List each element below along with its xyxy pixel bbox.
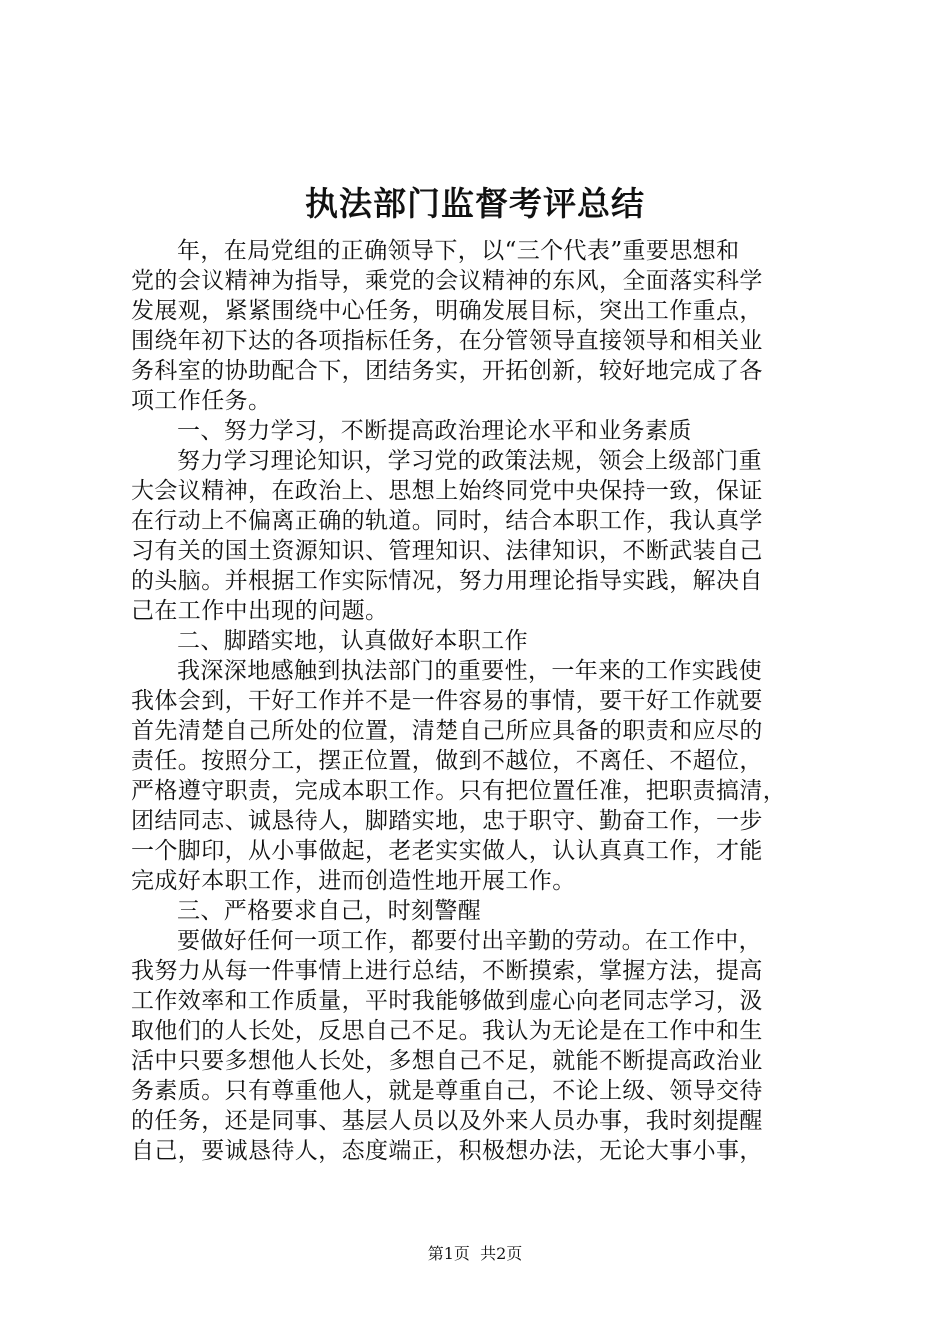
text-line: 的任务，还是同事、基层人员以及外来人员办事，我时刻提醒 [131,1108,763,1134]
text-line: 一个脚印，从小事做起，老老实实做人，认认真真工作，才能 [131,838,763,864]
document-body [131,236,831,1166]
text-line: 自己，要诚恳待人，态度端正，积极想办法，无论大事小事， [131,1138,763,1164]
text-line: 围绕年初下达的各项指标任务，在分管领导直接领导和相关业 [131,328,763,354]
page-footer: 第1页 共2页 [427,1244,523,1263]
text-line: 务科室的协助配合下，团结务实，开拓创新，较好地完成了各 [131,358,763,384]
text-line: 习有关的国土资源知识、管理知识、法律知识，不断武装自己 [131,538,763,564]
text-line: 的头脑。并根据工作实际情况，努力用理论指导实践，解决自 [131,568,763,594]
text-line: 大会议精神，在政治上、思想上始终同党中央保持一致，保证 [131,478,763,504]
text-line: 在行动上不偏离正确的轨道。同时，结合本职工作，我认真学 [131,508,763,534]
text-line: 项工作任务。 [131,388,272,414]
text-line: 我深深地感触到执法部门的重要性，一年来的工作实践使 [177,658,762,684]
text-line: 发展观，紧紧围绕中心任务，明确发展目标，突出工作重点， [131,298,763,324]
text-line: 工作效率和工作质量，平时我能够做到虚心向老同志学习，汲 [131,988,763,1014]
section-heading: 二、脚踏实地，认真做好本职工作 [177,628,528,654]
text-line: 要做好任何一项工作，都要付出辛勤的劳动。在工作中， [177,928,762,954]
text-line: 我努力从每一件事情上进行总结，不断摸索，掌握方法，提高 [131,958,763,984]
text-line: 我体会到，干好工作并不是一件容易的事情，要干好工作就要 [131,688,763,714]
text-line: 务素质。只有尊重他人，就是尊重自己，不论上级、领导交待 [131,1078,763,1104]
section-heading: 一、努力学习，不断提高政治理论水平和业务素质 [177,418,692,444]
text-line: 首先清楚自己所处的位置，清楚自己所应具备的职责和应尽的 [131,718,763,744]
section-heading: 三、严格要求自己，时刻警醒 [177,898,482,924]
text-line: 活中只要多想他人长处，多想自己不足，就能不断提高政治业 [131,1048,763,1074]
text-line: 严格遵守职责，完成本职工作。只有把位置任准，把职责搞清， [131,778,787,804]
text-line: 完成好本职工作，进而创造性地开展工作。 [131,868,576,894]
text-line: 责任。按照分工，摆正位置，做到不越位，不离任、不超位， [131,748,763,774]
text-line: 年，在局党组的正确领导下，以“三个代表”重要思想和 [177,238,740,264]
text-line: 党的会议精神为指导，乘党的会议精神的东风，全面落实科学 [131,268,763,294]
text-line: 努力学习理论知识，学习党的政策法规，领会上级部门重 [177,448,762,474]
text-line: 己在工作中出现的问题。 [131,598,389,624]
text-line: 取他们的人长处，反思自己不足。我认为无论是在工作中和生 [131,1018,763,1044]
text-line: 团结同志、诚恳待人，脚踏实地，忠于职守、勤奋工作，一步 [131,808,763,834]
document-title: 执法部门监督考评总结 [305,184,645,223]
